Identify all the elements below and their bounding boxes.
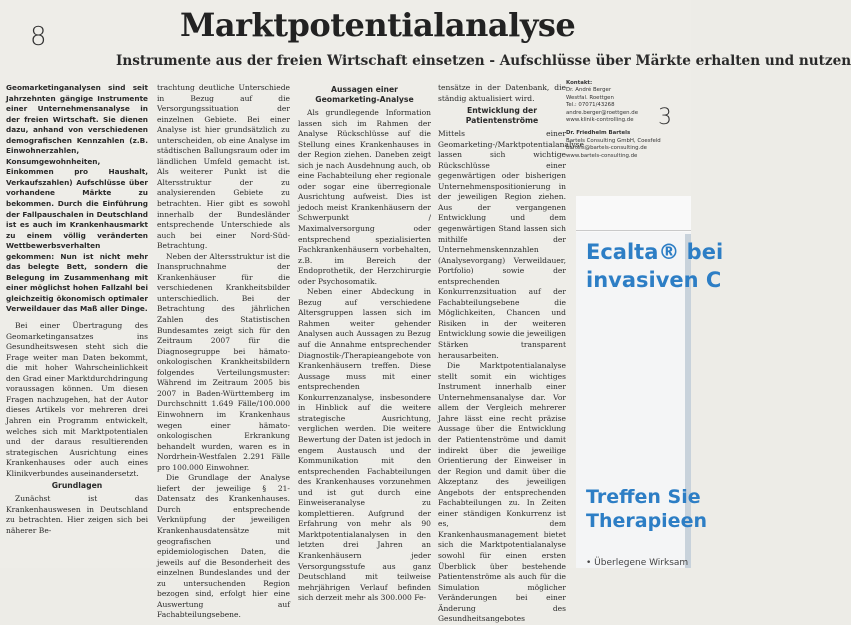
contact-email: bartels@bartels-consulting.de bbox=[566, 145, 647, 152]
contact-email: andre.berger@roettgen.de bbox=[566, 109, 639, 116]
ad-headline: Ecalta® bei bbox=[586, 240, 724, 264]
paragraph: Die Marktpotentialanalyse stellt somit ein wichtiges Instrument innerhalb einer Unternehmensanalyse dar. Vor allem der Vergleich mehrerer Jahre lässt eine recht präzise Aussage über die Entwicklung der Patientenströme und damit indirekt über die jeweilige Orientierung der Einweiser in der Region und damit über die Akzeptanz des jeweiligen Angebots der entsprechenden Fachabteilungen zu. In Zeiten einer ständigen Konkurrenz ist es, dem Krankenhausmanagement bietet sich die Marktpotentialanalyse sowohl für einen ersten Überblick über bestehende Patientenströme als auch für die Simulation möglicher Veränderungen bei einer Änderung des Gesundheitsangebotes bbox=[438, 361, 566, 624]
section-heading: Grundlagen bbox=[51, 481, 103, 491]
article-column-3 bbox=[298, 83, 431, 603]
ad-headline: Treffen Sie bbox=[586, 486, 701, 508]
paragraph: trachtung deutliche Unterschiede in Bezug auf die Versorgungssituation der einzelnen Gebiete. Bei einer Analyse ist hier grundsätzlich zu unterscheiden, ob eine Analyse im städtischen Ballungsraum oder im ländlichen Umfeld gemacht ist. Als weiterer Punkt ist die Altersstruktur der zu analysierenden Gebiete zu betrachten. Hier gibt es sowohl innerhalb der Bundesländer entsprechende Unterschiede als auch bei einer Nord-Süd-Betrachtung. bbox=[157, 83, 290, 251]
paragraph: Neben einer Abdeckung in Bezug auf verschiedene Altersgruppen lassen sich im Rahmen weiter gehender Analysen auch Aussagen zu Bezug auf die Annahme entsprechender Diagnostik-/Therapieangebote von Krankenhäusern treffen. Diese Aussage muss mit einer entsprechenden Konkurrenzanalyse, insbesondere in Hinblick auf die weitere strategische Ausrichtung, verglichen werden. Die weitere Bewertung der Daten ist jedoch in engem Austausch und der Kommunikation mit den entsprechenden Fachabteilungen des Krankenhauses vorzunehmen und ist gut durch eine Einweiseranalyse zu komplettieren. Aufgrund der Erfahrung von mehr als 90 Marktpotentialanalysen in den letzten drei Jahren an Krankenhäusern jeder Versorgungsstufe aus ganz Deutschland mit teilweise mehrjährigen Verlauf befinden sich derzeit mehr als 300.000 Fe- bbox=[298, 287, 431, 603]
contact-address: Bartels Consulting GmbH, Coesfeld bbox=[566, 137, 661, 144]
handwritten-mark: 8 bbox=[30, 22, 47, 52]
article-column-4 bbox=[438, 83, 584, 624]
contact-name: Dr. Friedhelm Bartels bbox=[566, 130, 631, 137]
paragraph: Als grundlegende Information lassen sich im Rahmen der Analyse Rückschlüsse auf die Stellung eines Krankenhauses in der Region ziehen. Daneben zeigt sich je nach Ausdehnung auch, ob eine Fachabteilung eher regionale oder sogar eine überregionale Ausrichtung aufweist. Dies ist jedoch meist Krankenhäusern der Schwerpunkt / Maximalversorgung oder entsprechend spezialisierten Fachkrankenhäusern vorbehalten, z.B. im Bereich der Endoprothetik, der Herzchirurgie oder Psychosomatik. bbox=[298, 108, 431, 286]
article-title: Marktpotentialanalyse bbox=[180, 6, 576, 44]
contact-phone: Tel.: 07071/43268 bbox=[566, 102, 615, 109]
ad-headline: invasiven C bbox=[586, 268, 722, 292]
article-column-1 bbox=[6, 83, 148, 568]
article-lead: Geomarketinganalysen sind seit Jahrzehnten gängige Instrumente einer Unternehmensanalyse in der freien Wirtschaft. Sie dienen dazu, anhand von verschiedenen demografischen Kennzahlen (z.B. Einwohnerzahlen, Konsumgewohnheiten, Einkommen pro Haushalt, Verkaufszahlen) Aufschlüsse über vorhandene Märkte zu bekommen. Durch die Einführung der Fallpauschalen in Deutschland ist es auch im Krankenhausmarkt zu einem völlig veränderten Wettbewerbsverhalten gekommen: Nun ist nicht mehr das belegte Bett, sondern die Belegung im Zusammenhang mit einer möglichst hohen Fallzahl bei gleichzeitig ökonomisch optimaler Verweildauer das Maß aller Dinge. bbox=[6, 83, 148, 314]
ad-header-band bbox=[576, 196, 691, 232]
paragraph: Bei einer Übertragung des Geomarketingansatzes ins Gesundheitswesen steht sich die Frage weiter man Daten bekommt, die mit hoher Wahrscheinlichkeit den Grad einer Marktdurchdringung voraussagen können. Um diesen Fragen nachzugehen, hat der Autor dieses Artikels vor mehreren drei Jahren ein Programm entwickelt, welches sich mit Marktpotentialen und der daraus resultierenden strategischen Ausrichtung eines Krankenhauses oder auch eines Klinikverbundes auseinandersetzt. bbox=[6, 321, 148, 478]
paragraph: Zunächst ist das Krankenhauswesen in Deutschland zu betrachten. Hier zeigen sich bei näherer Be- bbox=[6, 494, 148, 535]
ad-headline: Therapieen bbox=[586, 510, 707, 532]
paragraph: tensätze in der Datenbank, die ständig aktualisiert wird. bbox=[438, 83, 566, 103]
section-heading: Entwicklung der Patientenströme bbox=[465, 106, 539, 126]
contact-label: Kontakt: bbox=[566, 80, 593, 86]
handwritten-mark: 3 bbox=[658, 105, 672, 130]
contact-address: Westfal. Roettgen bbox=[566, 94, 614, 101]
contact-website: www.bartels-consulting.de bbox=[566, 152, 638, 159]
ad-divider bbox=[576, 230, 691, 231]
paragraph: Die Grundlage der Analyse liefert der jeweilige § 21-Datensatz des Krankenhauses. Durch entsprechende Verknüpfung der jeweiligen Krankenhausdatensätze mit geografischen und epidemiologischen Daten, die jeweils auf die Besonderheit des einzelnen Bundeslandes und der zu untersuchenden Region bezogen sind, erfolgt hier eine Auswertung auf Fachabteilungsebene. bbox=[157, 473, 290, 620]
ad-bullet: • Überlegene Wirksam bbox=[586, 558, 689, 568]
article-subtitle: Instrumente aus der freien Wirtschaft einsetzen - Aufschlüsse über Märkte erhalten und nutzen bbox=[116, 53, 851, 69]
paragraph: Mittels einer Geomarketing-/Marktpotentialanalyse lassen sich wichtige Rückschlüsse einer gegenwärtigen oder bisherigen Unternehmenspositionierung in der jeweiligen Region ziehen. Aus der vergangenen Entwicklung und dem gegenwärtigen Stand lassen sich mithilfe der Unternehmenskennzahlen (Analysevorgang) Verweildauer, Portfolio) sowie der entsprechenden Konkurrenzsituation auf der Fachabteilungsebene die Möglichkeiten, Chancen und Risiken in der weiteren Entwicklung sowie die jeweiligen Stärken transparent herausarbeiten. bbox=[438, 129, 584, 360]
contact-name: Dr. André Berger bbox=[566, 87, 612, 94]
section-heading: Aussagen einer Geomarketing-Analyse bbox=[315, 85, 414, 104]
contact-website: www.klinik-controlling.de bbox=[566, 117, 634, 124]
article-column-2 bbox=[157, 83, 290, 620]
paragraph: Neben der Altersstruktur ist die Inanspruchnahme der Krankenhäuser für die verschiedenen Krankheitsbilder unterschiedlich. Bei der Betrachtung des jährlichen Zahlen des Statistischen Bundesamtes zeigt sich für den Zeitraum 2007 für die Diagnosegruppe bei hämato-onkologischen Krankheitsbildern folgendes Verteilungsmuster: Während im Zeitraum 2005 bis 2007 in Baden-Württemberg im Durchschnitt 1.649 Fälle/100.000 Einwohnern im Krankenhaus wegen einer hämato-onkologischen Erkrankung behandelt wurden, waren es in Nordrhein-Westfalen 2.291 Fälle pro 100.000 Einwohner. bbox=[157, 251, 290, 472]
